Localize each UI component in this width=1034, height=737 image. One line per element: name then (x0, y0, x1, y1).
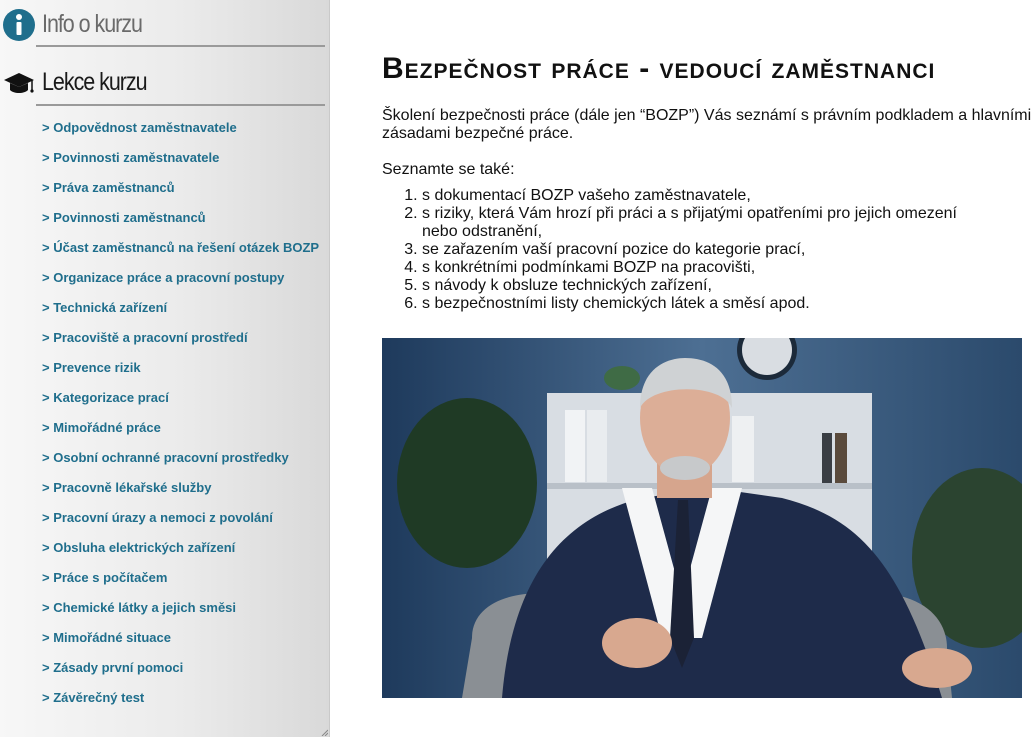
lesson-link[interactable] (42, 510, 322, 525)
lesson-link-label: > Povinnosti zaměstnavatele (42, 150, 220, 165)
lesson-link[interactable] (42, 480, 322, 495)
lesson-link-label: > Obsluha elektrických zařízení (42, 540, 236, 555)
lesson-link-label: > Práce s počítačem (42, 570, 168, 585)
requirement-item: 2. s riziky, která Vám hrozí při práci a s přijatými opatřeními pro jejich omezení nebo odstranění, (422, 205, 982, 241)
lesson-link[interactable] (42, 300, 322, 315)
requirement-item: 1. s dokumentací BOZP vašeho zaměstnavatele, (422, 187, 982, 205)
course-sidebar (0, 0, 330, 737)
lesson-link[interactable] (42, 630, 322, 645)
manager-photo (382, 338, 1022, 698)
lesson-link[interactable] (42, 120, 322, 135)
page-title: Bezpečnost práce - vedoucí zaměstnanci (382, 52, 936, 85)
lesson-link[interactable] (42, 240, 322, 255)
lesson-link-label: > Pracovní úrazy a nemoci z povolání (42, 510, 273, 525)
lesson-link[interactable] (42, 180, 322, 195)
lesson-list (42, 120, 322, 720)
lesson-link[interactable] (42, 690, 322, 705)
lesson-link[interactable] (42, 330, 322, 345)
requirement-item: 4. s konkrétními podmínkami BOZP na pracovišti, (422, 259, 982, 277)
lesson-link-label: > Technická zařízení (42, 300, 168, 315)
lesson-link[interactable] (42, 420, 322, 435)
lesson-link[interactable] (42, 360, 322, 375)
lesson-link[interactable] (42, 660, 322, 675)
course-info-title: Info o kurzu (42, 10, 142, 38)
lesson-link-label: > Pracovně lékařské služby (42, 480, 212, 495)
lesson-link[interactable] (42, 150, 322, 165)
main-content (382, 0, 1034, 737)
lesson-link-label: > Zásady první pomoci (42, 660, 184, 675)
course-lessons-title: Lekce kurzu (42, 68, 147, 96)
lesson-link-label: > Pracoviště a pracovní prostředí (42, 330, 248, 345)
divider (36, 45, 325, 47)
lesson-link-label: > Práva zaměstnanců (42, 180, 175, 195)
lesson-link-label: > Chemické látky a jejich směsi (42, 600, 237, 615)
lesson-link[interactable] (42, 270, 322, 285)
lesson-link-label: > Závěrečný test (42, 690, 145, 705)
lesson-link[interactable] (42, 210, 322, 225)
lesson-link-label: > Mimořádné situace (42, 630, 171, 645)
requirement-item: 6. s bezpečnostními listy chemických látek a směsí apod. (422, 295, 982, 313)
lesson-link[interactable] (42, 600, 322, 615)
lesson-link[interactable] (42, 540, 322, 555)
lesson-link[interactable] (42, 450, 322, 465)
lesson-link[interactable] (42, 390, 322, 405)
course-info-header[interactable] (0, 6, 325, 46)
requirement-item: 5. s návody k obsluze technických zařízení, (422, 277, 982, 295)
resize-grip-icon[interactable] (320, 728, 328, 736)
lesson-link-label: > Kategorizace prací (42, 390, 169, 405)
see-also-label: Seznamte se také: (382, 161, 515, 178)
requirement-item: 3. se zařazením vaší pracovní pozice do kategorie prací, (422, 241, 982, 259)
lesson-link[interactable] (42, 570, 322, 585)
lesson-link-label: > Osobní ochranné pracovní prostředky (42, 450, 289, 465)
course-lessons-header[interactable] (0, 64, 325, 104)
lesson-link-label: > Organizace práce a pracovní postupy (42, 270, 285, 285)
graduation-cap-icon (2, 68, 36, 102)
divider (36, 104, 325, 106)
lesson-link-label: > Povinnosti zaměstnanců (42, 210, 206, 225)
lesson-link-label: > Prevence rizik (42, 360, 141, 375)
intro-paragraph: Školení bezpečnosti práce (dále jen “BOZP”) Vás seznámí s právním podkladem a hlavními zásadami bezpečné práce. (382, 107, 1032, 142)
info-icon (2, 8, 36, 42)
lesson-link-label: > Účast zaměstnanců na řešení otázek BOZP (42, 240, 320, 255)
requirements-list (382, 187, 982, 313)
lesson-link-label: > Mimořádné práce (42, 420, 161, 435)
lesson-link-label: > Odpovědnost zaměstnavatele (42, 120, 237, 135)
